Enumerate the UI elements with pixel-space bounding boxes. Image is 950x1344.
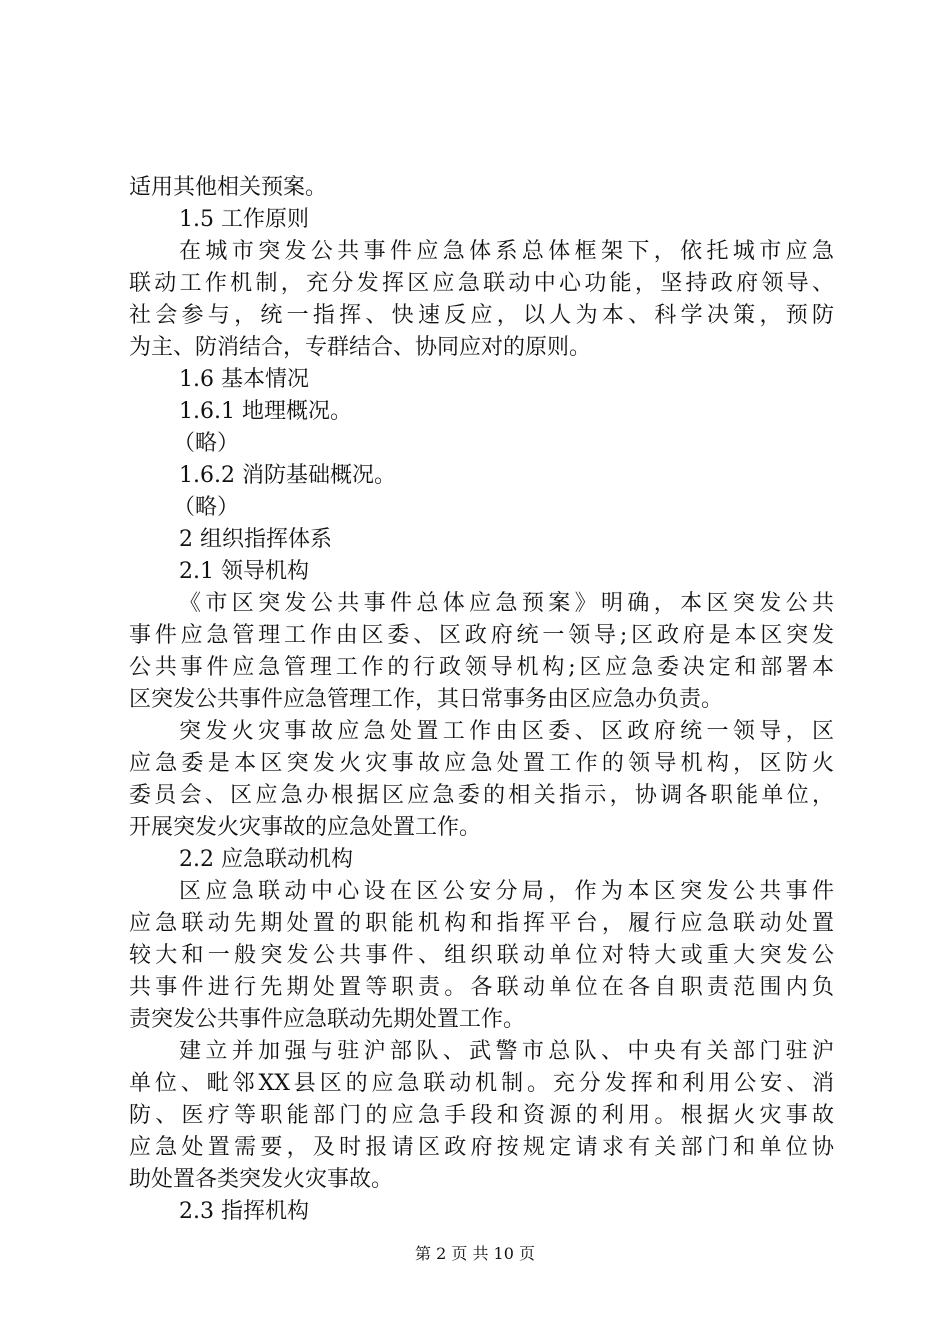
- paragraph-line: 共事件进行先期处置等职责。各联动单位在各自职责范围内负: [129, 975, 834, 1000]
- paragraph-line: 1.5 工作原则: [179, 207, 309, 232]
- paragraph-line: （略）: [173, 495, 240, 520]
- paragraph-line: 为主、防消结合，专群结合、协同应对的原则。: [129, 335, 592, 360]
- paragraph-line: 助处置各类突发火灾事故。: [129, 1167, 394, 1192]
- paragraph-line: 开展突发火灾事故的应急处置工作。: [129, 815, 482, 840]
- paragraph-line: 防、医疗等职能部门的应急手段和资源的利用。根据火灾事故: [129, 1103, 834, 1128]
- paragraph-line: 联动工作机制，充分发挥区应急联动中心功能，坚持政府领导、: [129, 271, 834, 296]
- paragraph-line: 《市区突发公共事件总体应急预案》明确，本区突发公共: [179, 591, 834, 616]
- paragraph-line: 突发火灾事故应急处置工作由区委、区政府统一领导，区: [179, 719, 834, 744]
- paragraph-line: 应急处置需要，及时报请区政府按规定请求有关部门和单位协: [129, 1135, 834, 1160]
- paragraph-line: （略）: [173, 431, 240, 456]
- paragraph-line: 2.3 指挥机构: [179, 1199, 309, 1224]
- paragraph-line: 1.6.2 消防基础概况。: [179, 463, 396, 488]
- paragraph-line: 2 组织指挥体系: [179, 527, 332, 552]
- paragraph-line: 1.6 基本情况: [179, 367, 309, 392]
- paragraph-line: 建立并加强与驻沪部队、武警市总队、中央有关部门驻沪: [179, 1039, 834, 1064]
- page-footer: 第 2 页 共 10 页: [415, 1244, 535, 1263]
- paragraph-line: 社会参与，统一指挥、快速反应，以人为本、科学决策，预防: [129, 303, 834, 328]
- paragraph-line: 事件应急管理工作由区委、区政府统一领导;区政府是本区突发: [129, 623, 834, 648]
- paragraph-line: 区应急联动中心设在区公安分局，作为本区突发公共事件: [179, 879, 834, 904]
- paragraph-line: 责突发公共事件应急联动先期处置工作。: [129, 1007, 526, 1032]
- paragraph-line: 单位、毗邻XX县区的应急联动机制。充分发挥和利用公安、消: [129, 1071, 834, 1096]
- document-body: [129, 172, 834, 1228]
- paragraph-line: 在城市突发公共事件应急体系总体框架下，依托城市应急: [179, 239, 834, 264]
- paragraph-line: 1.6.1 地理概况。: [179, 399, 352, 424]
- paragraph-line: 2.1 领导机构: [179, 559, 309, 584]
- paragraph-line: 适用其他相关预案。: [129, 175, 328, 200]
- paragraph-line: 委员会、区应急办根据区应急委的相关指示，协调各职能单位，: [129, 783, 834, 808]
- paragraph-line: 2.2 应急联动机构: [179, 847, 353, 872]
- paragraph-line: 较大和一般突发公共事件、组织联动单位对特大或重大突发公: [129, 943, 834, 968]
- paragraph-line: 区突发公共事件应急管理工作，其日常事务由区应急办负责。: [129, 687, 724, 712]
- paragraph-line: 应急委是本区突发火灾事故应急处置工作的领导机构，区防火: [129, 751, 834, 776]
- paragraph-line: 公共事件应急管理工作的行政领导机构;区应急委决定和部署本: [129, 655, 834, 680]
- paragraph-line: 应急联动先期处置的职能机构和指挥平台，履行应急联动处置: [129, 911, 834, 936]
